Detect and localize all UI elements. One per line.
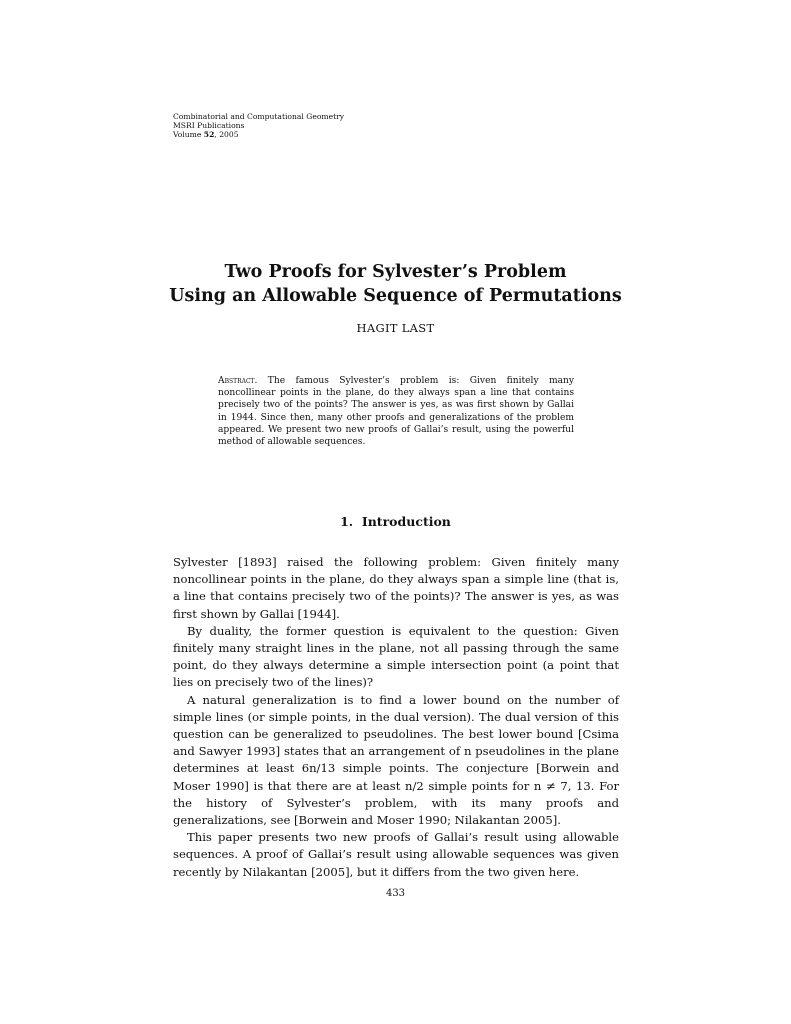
publication-header xyxy=(173,112,344,139)
volume-suffix: , 2005 xyxy=(214,130,239,139)
body-text xyxy=(173,554,619,881)
abstract-label: Abstract. xyxy=(218,376,258,386)
abstract xyxy=(218,375,574,448)
paragraph: This paper presents two new proofs of Gallai’s result using allowable sequences. A proof of Gallai’s result using allowable sequences was given recently by Nilakantan [2005], but it differs from the two given here. xyxy=(173,830,619,879)
section-number: 1. xyxy=(340,514,354,529)
series-title: Combinatorial and Computational Geometry xyxy=(173,112,345,121)
publisher: MSRI Publications xyxy=(173,121,245,130)
paragraph: By duality, the former question is equivalent to the question: Given finitely many straight lines in the plane, not all passing through the same point, do they always determine a simple intersection point (a point that lies on precisely two of the lines)? xyxy=(173,623,619,690)
section-heading xyxy=(100,514,691,529)
paragraph: Sylvester [1893] raised the following problem: Given finitely many noncollinear points in the plane, do they always span a simple line (that is, a line that contains precisely two of the points)? The answer is yes, as was first shown by Gallai [1944]. xyxy=(173,555,619,621)
paragraph: A natural generalization is to find a lower bound on the number of simple lines (or simple points, in the dual version). The dual version of this question can be generalized to pseudolines. The best lower bound [Csima and Sawyer 1993] states that an arrangement of n pseudolines in the plane determines at least 6n/13 simple points. The conjecture [Borwein and Moser 1990] is that there are at least n/2 simple points for n ≠ 7, 13. For the history of Sylvester’s problem, with its many proofs and generalizations, see [Borwein and Moser 1990; Nilakantan 2005]. xyxy=(173,692,619,828)
paper-title xyxy=(100,261,691,308)
title-line-2: Using an Allowable Sequence of Permutations xyxy=(169,285,622,306)
volume-prefix: Volume xyxy=(173,130,204,139)
volume-line xyxy=(173,130,344,139)
section-title: Introduction xyxy=(361,514,451,529)
author-name: HAGIT LAST xyxy=(356,321,435,335)
volume-number: 52 xyxy=(203,130,215,139)
abstract-text: The famous Sylvester’s problem is: Given finitely many noncollinear points in the plane, do they always span a line that contains precisely two of the points? The answer is yes, as was first shown by Gallai in 1944. Since then, many other proofs and generalizations of the problem appeared. We present two new proofs of Gallai’s result, using the powerful method of allowable sequences. xyxy=(218,376,574,448)
title-line-1: Two Proofs for Sylvester’s Problem xyxy=(224,262,567,282)
page-number: 433 xyxy=(385,888,406,899)
